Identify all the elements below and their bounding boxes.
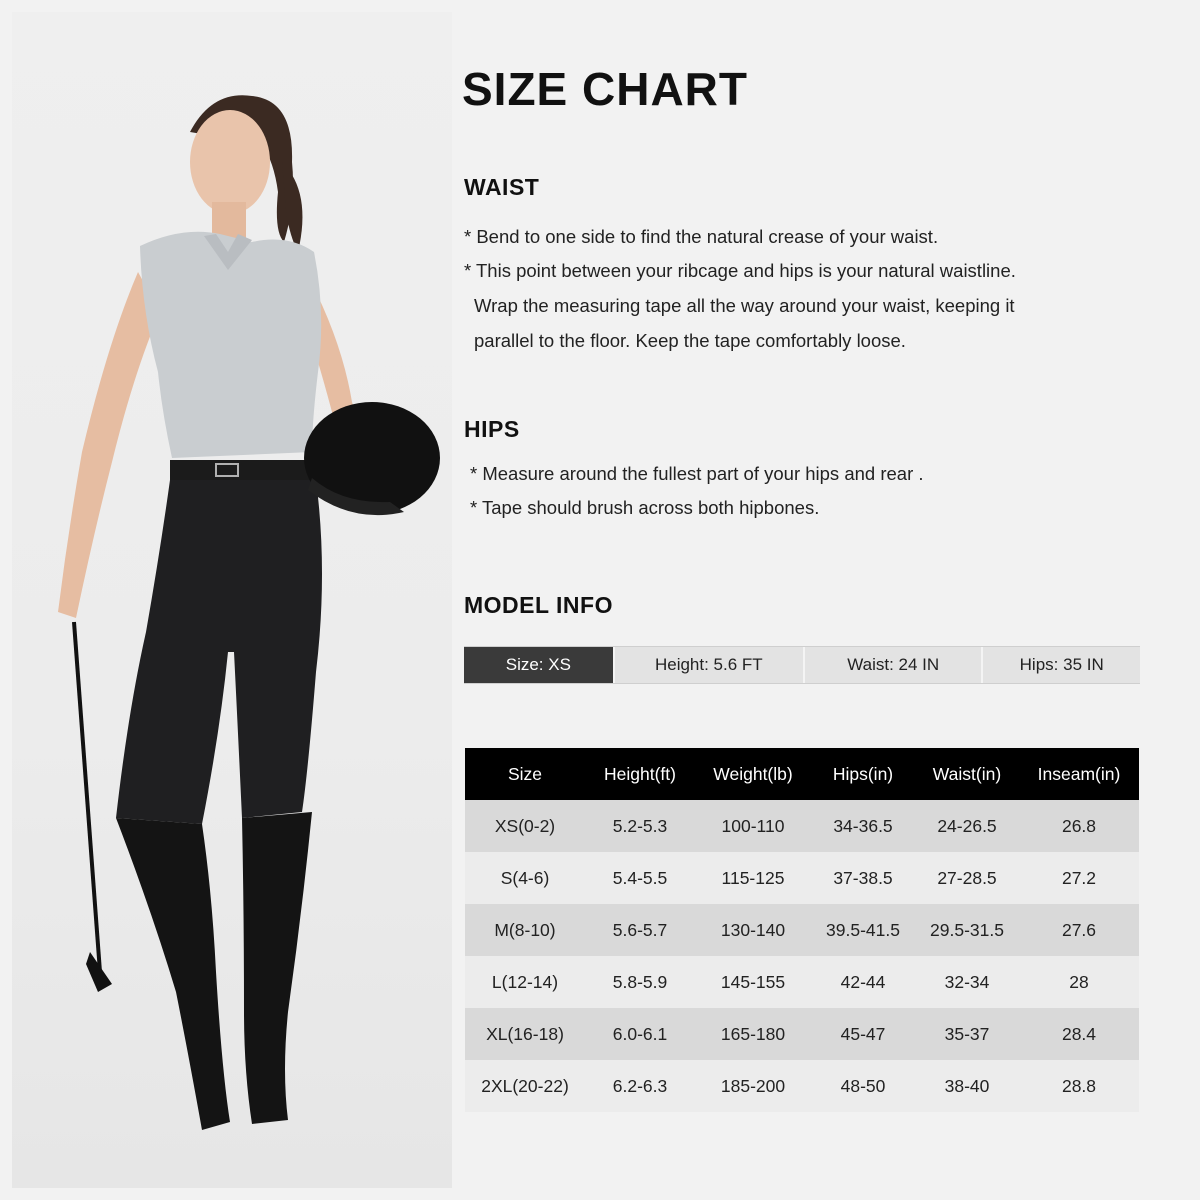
cell-waist: 29.5-31.5 [930,919,1004,940]
waist-line-2: * This point between your ribcage and hips is your natural waistline. [464,260,1016,281]
header-hips: Hips(in) [832,763,894,784]
hips-line-2: * Tape should brush across both hipbones. [470,497,820,518]
cell-inseam: 28.8 [1061,1075,1097,1096]
model-height-cell: Height: 5.6 FT [613,647,803,683]
cell-size: L(12-14) [491,971,559,992]
size-table-header-row [465,748,1139,800]
cell-height: 5.4-5.5 [612,867,668,888]
model-waist-cell: Waist: 24 IN [803,647,981,683]
model-info-heading: MODEL INFO [464,592,613,618]
model-hips-cell: Hips: 35 IN [981,647,1140,683]
cell-inseam: 28.4 [1061,1023,1097,1044]
page-title: SIZE CHART [462,63,748,115]
table-row [465,852,1139,904]
cell-weight: 185-200 [720,1075,786,1096]
cell-height: 5.8-5.9 [612,971,668,992]
waist-line-3: Wrap the measuring tape all the way around your waist, keeping it [474,295,1015,316]
table-row [465,1008,1139,1060]
hips-line-1: * Measure around the fullest part of your hips and rear . [470,463,924,484]
table-row [465,1060,1139,1112]
cell-size: 2XL(20-22) [481,1075,569,1096]
table-row [465,956,1139,1008]
header-inseam: Inseam(in) [1037,763,1121,784]
table-row [465,800,1139,852]
cell-weight: 165-180 [720,1023,786,1044]
cell-size: XS(0-2) [494,815,556,836]
cell-weight: 100-110 [721,815,785,836]
cell-waist: 27-28.5 [937,867,997,888]
cell-hips: 42-44 [840,971,886,992]
cell-inseam: 28 [1069,971,1089,992]
waist-line-4: parallel to the floor. Keep the tape comfortably loose. [474,330,906,351]
waist-line-1: * Bend to one side to find the natural crease of your waist. [464,226,939,247]
cell-height: 6.2-6.3 [612,1075,668,1096]
cell-weight: 115-125 [721,867,785,888]
hips-heading: HIPS [464,416,520,442]
cell-hips: 39.5-41.5 [826,919,900,940]
model-info-strip [464,646,1140,684]
cell-weight: 145-155 [720,971,786,992]
cell-size: S(4-6) [500,867,550,888]
header-waist: Waist(in) [932,763,1002,784]
cell-waist: 32-34 [944,971,990,992]
cell-inseam: 26.8 [1061,815,1097,836]
cell-weight: 130-140 [720,919,786,940]
size-table [465,748,1139,1112]
cell-waist: 24-26.5 [937,815,997,836]
cell-height: 5.2-5.3 [612,815,668,836]
cell-inseam: 27.6 [1061,919,1097,940]
cell-hips: 37-38.5 [833,867,893,888]
header-size: Size [507,763,543,784]
cell-size: XL(16-18) [486,1023,564,1044]
cell-height: 5.6-5.7 [612,919,668,940]
cell-size: M(8-10) [494,919,556,940]
cell-hips: 48-50 [840,1075,886,1096]
header-height: Height(ft) [604,763,676,784]
cell-waist: 38-40 [944,1075,990,1096]
table-row [465,904,1139,956]
cell-height: 6.0-6.1 [612,1023,668,1044]
header-weight: Weight(lb) [713,763,793,784]
cell-waist: 35-37 [944,1023,990,1044]
model-size-cell: Size: XS [464,647,613,683]
cell-inseam: 27.2 [1061,867,1097,888]
cell-hips: 34-36.5 [833,815,893,836]
waist-heading: WAIST [464,174,540,200]
cell-hips: 45-47 [840,1023,886,1044]
